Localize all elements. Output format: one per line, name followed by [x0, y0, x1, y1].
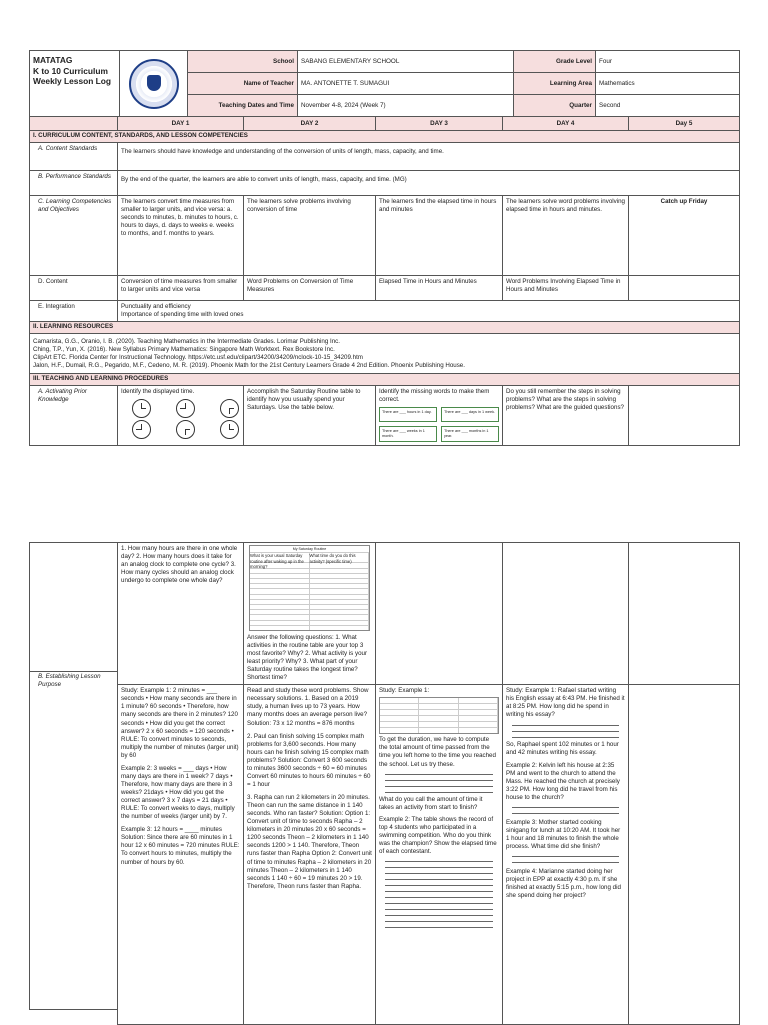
integration-line1: Punctuality and efficiency — [121, 303, 191, 310]
day2-routine-cell — [244, 543, 376, 685]
routine-col2: What time do you do this activity? (specific time) — [310, 553, 370, 562]
day3-example2: Example 2: The table shows the record of top 4 students who participated in a swimming competition. Who do you think was the champion? Show the elapsed time of each contestant. — [379, 815, 497, 855]
day2-problem1: Read and study these word problems. Show necessary solutions. 1. Based on a 2019 study, a human lives up to 73 years. How many months does an average person live? Solution: 73 x 12 months = 876 months — [247, 687, 369, 727]
competencies-day1: The learners convert time measures from smaller to larger units, and vice versa: a. seconds to minutes, b. minutes to hours, c. hours to days, d. days to weeks e. weeks to months, and f. months to years. — [118, 196, 244, 276]
content-label: D. Content — [30, 276, 118, 301]
day2-header: DAY 2 — [244, 117, 376, 131]
day2-questions: Answer the following questions: 1. What activities in the routine table are your top 3 most favorite? Why? 2. What activity is your least priority? Why? 3. What part of your Saturday routine takes the longest time? Shortest time? — [247, 633, 368, 682]
learning-area-label: Learning Area — [514, 73, 596, 95]
day1-example1: Study: Example 1: 2 minutes = ___ seconds • How many seconds are there in 1 minute? 60 seconds • Therefore, how many seconds are there in 2 minutes? 120 seconds • How did you get the correct answer? 2 x 60 seconds = 120 seconds • RULE: To convert minutes to seconds, multiply the number of minutes (larger unit) by 60 — [121, 687, 239, 759]
teacher-value: MA. ANTONETTE T. SUMAGUI — [298, 73, 514, 95]
day1-header: DAY 1 — [118, 117, 244, 131]
school-label: School — [188, 51, 298, 73]
content-standards-label: A. Content Standards — [30, 143, 118, 171]
day1-questions: 1. How many hours are there in one whole day? 2. How many hours does it take for an analog clock to complete one cycle? 3. How many cycles should an analog clock undergo to complete one whole day? — [118, 543, 244, 685]
integration-line2: Importance of spending time with loved ones — [121, 311, 244, 319]
resource-item: ClipArt ETC. Florida Center for Instructional Technology. https://etc.usf.edu/clipart/34200/34209/nclock-10-15_34209.htm — [33, 354, 363, 362]
day4-example1: Study: Example 1: Rafael started writing his English essay at 6:43 PM. He finished it at 8:25 PM. How long did he spend in writing his essay? — [506, 687, 625, 719]
competencies-day3: The learners find the elapsed time in hours and minutes — [376, 196, 503, 276]
day3-text: To get the duration, we have to compute the total amount of time passed from the time you left home to the time you reached the school. Let us try these. — [379, 736, 496, 768]
page2-day3-empty — [376, 543, 503, 685]
establishing-label: B. Establishing Lesson Purpose — [38, 673, 101, 689]
activating-day2: Accomplish the Saturday Routine table to identify how you usually spend your Saturdays. Use the table below. — [244, 386, 376, 446]
day3-question: What do you call the amount of time it takes an activity from start to finish? — [379, 795, 483, 811]
establishing-day2 — [244, 685, 376, 1025]
lesson-log-table-page2 — [117, 542, 740, 1025]
missing-word-box: There are ___ weeks in 1 month. — [379, 426, 437, 442]
content-day3: Elapsed Time in Hours and Minutes — [376, 276, 503, 301]
day4-example2: Example 2: Kelvin left his house at 2:35 PM and went to the church to attend the Mass. He reached the church at precisely 3:22 PM. How long did he travel from his house to the church? — [506, 761, 620, 801]
clock-images — [121, 399, 240, 439]
competencies-label: C. Learning Competencies and Objectives — [30, 196, 118, 276]
section-curriculum-content: I. CURRICULUM CONTENT, STANDARDS, AND LESSON COMPETENCIES — [30, 131, 740, 143]
activating-day4: Do you still remember the steps in solving problems? What are the steps in solving problems? What are the guided questions? — [503, 386, 629, 446]
missing-word-box: There are ___ days in 1 week. — [441, 407, 499, 422]
grade-level-label: Grade Level — [514, 51, 596, 73]
resources-list — [30, 334, 740, 374]
day5-header: Day 5 — [629, 117, 740, 131]
quarter-value: Second — [596, 95, 740, 117]
section-learning-resources: II. LEARNING RESOURCES — [30, 322, 740, 334]
establishing-day3 — [376, 685, 503, 1025]
page2-day5-empty — [629, 543, 740, 685]
competencies-day2: The learners solve problems involving conversion of time — [244, 196, 376, 276]
title-line-1: MATATAG — [33, 55, 73, 65]
quarter-label: Quarter — [514, 95, 596, 117]
missing-words-boxes — [379, 407, 499, 442]
integration-label: E. Integration — [30, 301, 118, 322]
activating-day1 — [118, 386, 244, 446]
page2-establishing-day5 — [629, 685, 740, 1025]
clock-icon — [132, 420, 151, 439]
lesson-log-title — [30, 51, 120, 117]
day4-answer1: So, Raphael spent 102 minutes or 1 hour and 42 minutes writing his essay. — [506, 740, 619, 756]
establishing-day1 — [118, 685, 244, 1025]
dates-label: Teaching Dates and Time — [188, 95, 298, 117]
day1-example2: Example 2: 3 weeks = ___ days • How many days are there in 1 week? 7 days • Therefore, how many days are there in 3 weeks? 21days • How did you get the correct answer? 3 x 7 days = 21 days • RULE: To convert weeks to days, multiply the number of weeks (larger unit) by 7. — [121, 764, 235, 821]
content-standards-text: The learners should have knowledge and understanding of the conversion of units of length, mass, capacity, and time. — [118, 143, 740, 171]
performance-standards-label: B. Performance Standards — [30, 171, 118, 196]
title-line-3: Weekly Lesson Log — [33, 76, 112, 86]
integration-text — [118, 301, 740, 322]
activating-day3-text: Identify the missing words to make them correct. — [379, 388, 490, 404]
title-line-2: K to 10 Curriculum — [33, 65, 108, 76]
dates-value: November 4-8, 2024 (Week 7) — [298, 95, 514, 117]
day4-example3: Example 3: Mother started cooking sinigang for lunch at 10:20 AM. It took her 1 hour and 18 minutes to finish the whole process. What time did she finish? — [506, 818, 621, 851]
establishing-day4 — [503, 685, 629, 1025]
page2-day4-empty — [503, 543, 629, 685]
grade-level-value: Four — [596, 51, 740, 73]
school-value: SABANG ELEMENTARY SCHOOL — [298, 51, 514, 73]
saturday-routine-table — [249, 545, 370, 631]
competencies-day5: Catch up Friday — [629, 196, 740, 276]
clock-icon — [220, 420, 239, 439]
day2-problem2: 2. Paul can finish solving 15 complex math problems for 3,600 seconds. How many hours can he finish solving 15 complex math problems? Solution: Convert 3 600 seconds to minutes 3600 seconds ÷ 60 = 60 minutes Convert 60 minutes to hours 60 minutes ÷ 60 = 1 hour — [247, 732, 371, 788]
day3-time-table — [379, 697, 499, 734]
activating-day1-text: Identify the displayed time. — [121, 388, 195, 396]
activating-day5 — [629, 386, 740, 446]
section-teaching-procedures: III. TEACHING AND LEARNING PROCEDURES — [30, 374, 740, 386]
routine-title: My Saturday Routine — [292, 547, 327, 551]
learning-area-value: Mathematics — [596, 73, 740, 95]
blank-header — [30, 117, 118, 131]
day2-problem3: 3. Rapha can run 2 kilometers in 20 minutes. Theon can run the same distance in 1 140 seconds. Who ran faster? Solution: Option 1: Convert unit of time to seconds Rapha – 2 kilometers in 20 minutes 20 x 60 seconds = 1200 seconds Theon – 2 kilometers in 1 140 seconds 1200 > 1 140. Therefore, Theon runs faster than Rapha Option 2: Convert unit of time to minutes Rapha – 2 kilometers in 20 minutes Theon – 2 kilometers in 1 140 seconds 1 140 ÷ 60 = 19 minutes 20 > 19. Therefore, Theon runs faster than Rapha. — [247, 794, 372, 890]
day4-example4: Example 4: Marianne started doing her project in EPP at exactly 4:30 p.m. If she finished at exactly 5:15 p.m., how long did she spend doing her project? — [506, 868, 621, 900]
day4-header: DAY 4 — [503, 117, 629, 131]
deped-seal-cell — [120, 51, 188, 117]
teacher-label: Name of Teacher — [188, 73, 298, 95]
day1-example3: Example 3: 12 hours = ____ minutes Solution: Since there are 60 minutes in 1 hour 12 x 60 minutes = 720 minutes RULE: To convert hours to minutes, multiply the number of hours by 60. — [121, 826, 240, 866]
header-table — [29, 50, 740, 117]
clock-icon — [132, 399, 151, 418]
missing-word-box: There are ___ months in 1 year. — [441, 426, 499, 442]
day3-study: Study: Example 1: — [379, 687, 430, 695]
activating-label: A. Activating Prior Knowledge — [30, 386, 118, 446]
activating-day3 — [376, 386, 503, 446]
missing-word-box: There are ___ hours in 1 day. — [379, 407, 437, 422]
resource-item: Jalon, H.F., Dumail, R.G., Pegarido, M.F., Cedeno, M. R. (2019). Phoenix Math for the 21st Century Learners Grade 4 2nd Edition. Phoenix Publishing House. — [33, 362, 465, 370]
content-day2: Word Problems on Conversion of Time Measures — [244, 276, 376, 301]
routine-col1: What is your usual Saturday routine after waking up in the morning? — [250, 553, 310, 562]
clock-icon — [220, 399, 239, 418]
content-day4: Word Problems Involving Elapsed Time in Hours and Minutes — [503, 276, 629, 301]
clock-icon — [176, 420, 195, 439]
content-day1: Conversion of time measures from smaller to larger units and vice versa — [118, 276, 244, 301]
clock-icon — [176, 399, 195, 418]
resource-item: Camarista, G.G., Oranio, I. B. (2020). Teaching Mathematics in the Intermediate Grades. Lorimar Publishing Inc. — [33, 338, 340, 346]
performance-standards-text: By the end of the quarter, the learners are able to convert units of length, mass, capacity, and time. (MG) — [118, 171, 740, 196]
page2-label-column — [29, 542, 117, 1010]
competencies-day4: The learners solve word problems involving elapsed time in hours and minutes. — [503, 196, 629, 276]
lesson-log-table — [29, 116, 740, 446]
deped-seal-logo — [129, 59, 179, 109]
content-day5 — [629, 276, 740, 301]
day3-header: DAY 3 — [376, 117, 503, 131]
resource-item: Ching, T.P., Yun, X. (2016). New Syllabus Primary Mathematics: Singapore Math Worktext. Rex Bookstore Inc. — [33, 346, 335, 354]
